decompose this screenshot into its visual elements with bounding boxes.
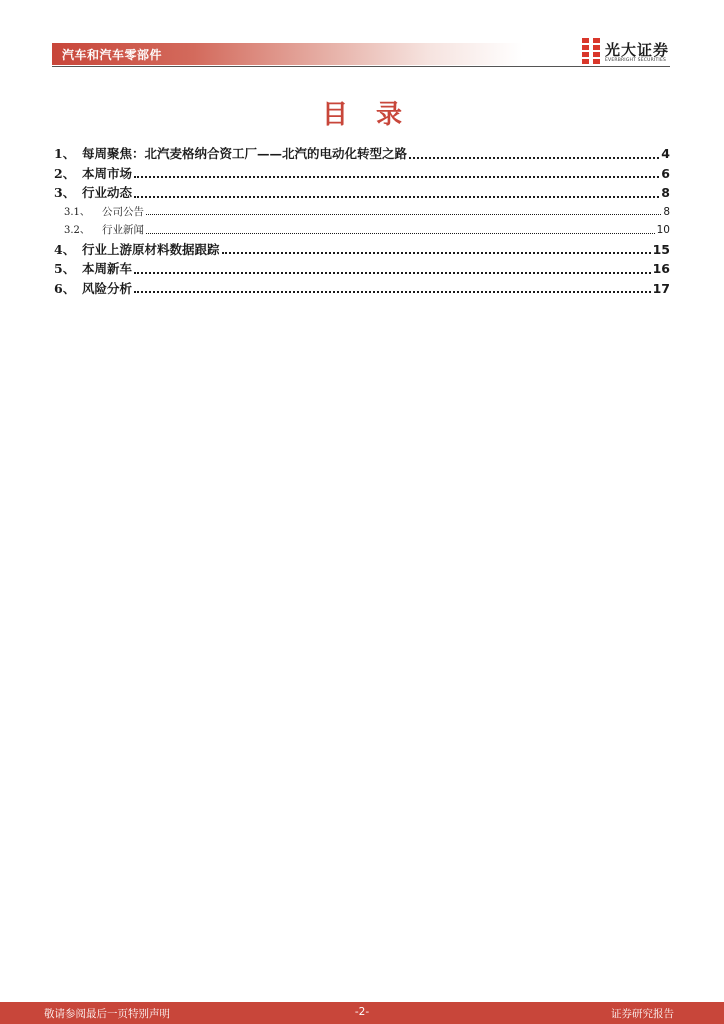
toc-leader-dots	[222, 252, 651, 254]
toc-entry-title: 每周聚焦：北汽麦格纳合资工厂——北汽的电动化转型之路	[82, 146, 408, 161]
logo-name-cn: 光大证券	[605, 41, 670, 59]
footer-report-type: 证券研究报告	[611, 1008, 674, 1020]
toc-entry-number: 2、	[54, 165, 76, 181]
toc-leader-dots	[409, 157, 659, 159]
toc-subentry[interactable]	[54, 203, 670, 222]
toc-entry[interactable]	[54, 259, 670, 279]
toc-entry[interactable]	[54, 183, 670, 203]
toc-entry-title: 公司公告	[102, 205, 144, 218]
toc-entry-number: 6、	[54, 280, 76, 296]
header-divider	[52, 66, 670, 67]
toc-entry[interactable]	[54, 164, 670, 184]
toc-leader-dots	[134, 272, 651, 274]
toc-leader-dots	[134, 196, 659, 198]
toc-entry-title: 行业上游原材料数据跟踪	[82, 241, 220, 257]
toc-entry-number: 3、	[54, 185, 76, 200]
toc-entry-number: 1、	[54, 146, 76, 161]
toc-entry-title: 行业动态	[82, 185, 133, 200]
toc-entry-title: 本周市场	[82, 165, 133, 181]
toc-entry-title: 行业新闻	[102, 224, 144, 236]
table-of-contents	[54, 144, 670, 298]
footer-band	[0, 1002, 724, 1024]
toc-leader-dots	[146, 214, 661, 215]
toc-entry-page: 17	[652, 280, 670, 296]
header-section-title: 汽车和汽车零部件	[62, 48, 163, 62]
toc-entry-page: 6	[661, 165, 670, 181]
toc-entry-title: 本周新车	[82, 261, 133, 276]
toc-entry-number: 3.1、	[64, 206, 90, 218]
footer-page-number: -2-	[354, 1006, 370, 1018]
logo-name-en: EVERBRIGHT SECURITIES	[605, 58, 667, 63]
toc-entry-page: 8	[661, 185, 670, 200]
toc-subentry[interactable]	[54, 221, 670, 240]
toc-entry-page: 10	[656, 224, 670, 236]
toc-leader-dots	[146, 233, 655, 234]
toc-entry-number: 5、	[54, 261, 76, 276]
everbright-logo-icon	[582, 38, 600, 64]
footer-disclaimer: 敬请参阅最后一页特别声明	[44, 1008, 170, 1020]
toc-entry-number: 4、	[54, 241, 76, 257]
header-band	[52, 43, 522, 65]
toc-entry-page: 16	[652, 261, 670, 276]
toc-entry-page: 4	[661, 146, 670, 161]
logo	[582, 38, 674, 66]
toc-entry[interactable]	[54, 240, 670, 260]
toc-leader-dots	[134, 176, 659, 178]
toc-title: 目录	[321, 100, 430, 130]
toc-entry[interactable]	[54, 279, 670, 299]
toc-entry-title: 风险分析	[82, 280, 133, 296]
toc-entry-number: 3.2、	[64, 225, 90, 236]
toc-entry-page: 15	[652, 241, 670, 257]
toc-leader-dots	[134, 291, 651, 293]
toc-entry[interactable]	[54, 144, 670, 164]
toc-entry-page: 8	[663, 205, 670, 218]
